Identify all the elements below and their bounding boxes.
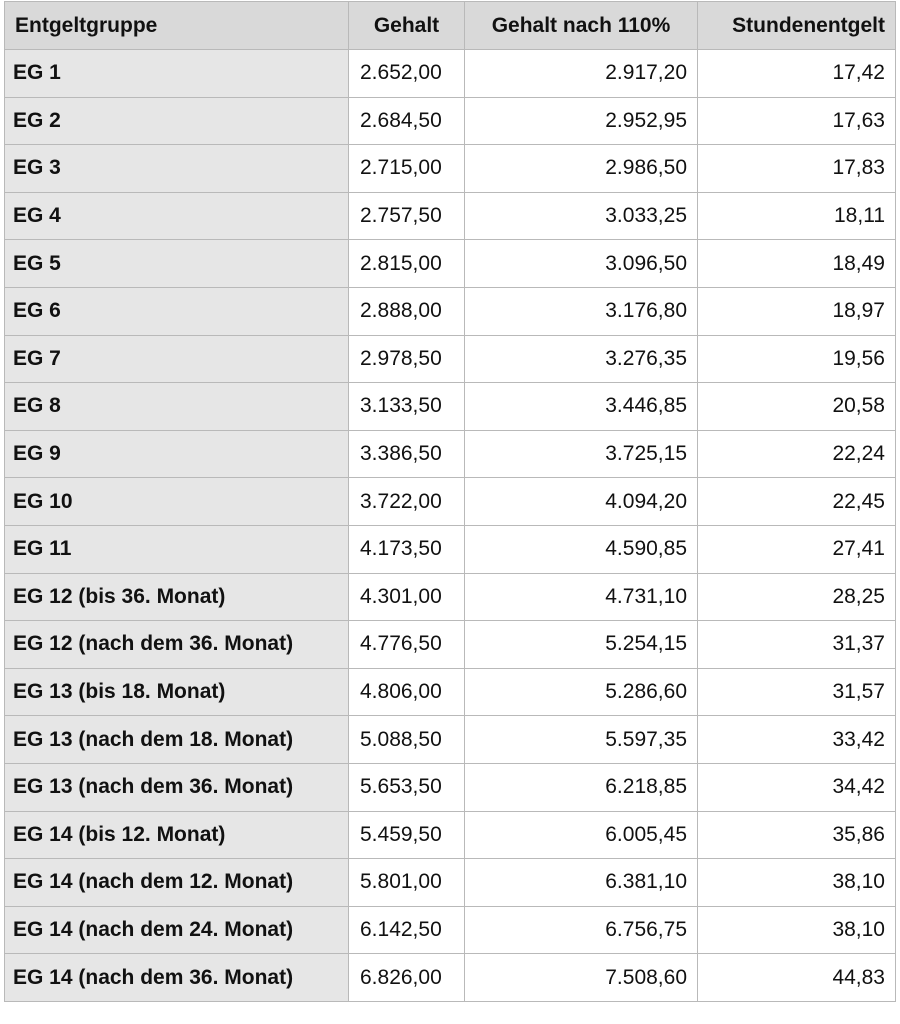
table-row	[5, 478, 896, 526]
header-stundenentgelt: Stundenentgelt	[698, 2, 896, 50]
cell-gehalt-110[interactable]: 2.986,50	[465, 145, 698, 193]
table-row	[5, 763, 896, 811]
cell-stundenentgelt[interactable]: 44,83	[698, 954, 896, 1002]
cell-gehalt[interactable]: 3.386,50	[349, 430, 465, 478]
header-row	[5, 2, 896, 50]
table-row	[5, 97, 896, 145]
cell-gehalt[interactable]: 6.826,00	[349, 954, 465, 1002]
cell-entgeltgruppe[interactable]: EG 7	[5, 335, 349, 383]
cell-entgeltgruppe[interactable]: EG 14 (nach dem 12. Monat)	[5, 859, 349, 907]
header-gehalt: Gehalt	[349, 2, 465, 50]
cell-stundenentgelt[interactable]: 22,24	[698, 430, 896, 478]
cell-entgeltgruppe[interactable]: EG 10	[5, 478, 349, 526]
cell-gehalt-110[interactable]: 3.276,35	[465, 335, 698, 383]
cell-stundenentgelt[interactable]: 31,37	[698, 621, 896, 669]
cell-gehalt-110[interactable]: 6.005,45	[465, 811, 698, 859]
cell-gehalt[interactable]: 4.806,00	[349, 668, 465, 716]
cell-gehalt[interactable]: 4.776,50	[349, 621, 465, 669]
cell-entgeltgruppe[interactable]: EG 3	[5, 145, 349, 193]
cell-gehalt[interactable]: 2.815,00	[349, 240, 465, 288]
table-row	[5, 50, 896, 98]
table-row	[5, 383, 896, 431]
cell-gehalt[interactable]: 4.301,00	[349, 573, 465, 621]
cell-stundenentgelt[interactable]: 17,42	[698, 50, 896, 98]
cell-gehalt-110[interactable]: 3.446,85	[465, 383, 698, 431]
cell-stundenentgelt[interactable]: 18,11	[698, 192, 896, 240]
cell-stundenentgelt[interactable]: 18,49	[698, 240, 896, 288]
cell-stundenentgelt[interactable]: 31,57	[698, 668, 896, 716]
cell-stundenentgelt[interactable]: 38,10	[698, 859, 896, 907]
cell-gehalt[interactable]: 2.715,00	[349, 145, 465, 193]
cell-gehalt[interactable]: 2.652,00	[349, 50, 465, 98]
table-row	[5, 287, 896, 335]
cell-stundenentgelt[interactable]: 19,56	[698, 335, 896, 383]
table-row	[5, 621, 896, 669]
cell-entgeltgruppe[interactable]: EG 12 (bis 36. Monat)	[5, 573, 349, 621]
cell-gehalt[interactable]: 3.133,50	[349, 383, 465, 431]
cell-gehalt-110[interactable]: 4.731,10	[465, 573, 698, 621]
cell-stundenentgelt[interactable]: 34,42	[698, 763, 896, 811]
header-entgeltgruppe: Entgeltgruppe	[5, 2, 349, 50]
cell-gehalt-110[interactable]: 3.176,80	[465, 287, 698, 335]
table-row	[5, 906, 896, 954]
table-row	[5, 573, 896, 621]
cell-entgeltgruppe[interactable]: EG 13 (bis 18. Monat)	[5, 668, 349, 716]
cell-entgeltgruppe[interactable]: EG 14 (nach dem 36. Monat)	[5, 954, 349, 1002]
cell-entgeltgruppe[interactable]: EG 1	[5, 50, 349, 98]
cell-gehalt-110[interactable]: 6.756,75	[465, 906, 698, 954]
cell-gehalt-110[interactable]: 4.590,85	[465, 525, 698, 573]
cell-gehalt-110[interactable]: 3.096,50	[465, 240, 698, 288]
cell-stundenentgelt[interactable]: 27,41	[698, 525, 896, 573]
cell-entgeltgruppe[interactable]: EG 8	[5, 383, 349, 431]
cell-gehalt-110[interactable]: 3.033,25	[465, 192, 698, 240]
cell-entgeltgruppe[interactable]: EG 11	[5, 525, 349, 573]
table-row	[5, 811, 896, 859]
table-row	[5, 859, 896, 907]
cell-gehalt[interactable]: 5.653,50	[349, 763, 465, 811]
cell-gehalt-110[interactable]: 6.218,85	[465, 763, 698, 811]
cell-gehalt[interactable]: 6.142,50	[349, 906, 465, 954]
cell-gehalt-110[interactable]: 2.917,20	[465, 50, 698, 98]
table-row	[5, 525, 896, 573]
cell-gehalt[interactable]: 5.801,00	[349, 859, 465, 907]
cell-gehalt-110[interactable]: 6.381,10	[465, 859, 698, 907]
cell-stundenentgelt[interactable]: 38,10	[698, 906, 896, 954]
cell-stundenentgelt[interactable]: 17,63	[698, 97, 896, 145]
cell-entgeltgruppe[interactable]: EG 12 (nach dem 36. Monat)	[5, 621, 349, 669]
cell-gehalt-110[interactable]: 3.725,15	[465, 430, 698, 478]
salary-table	[4, 1, 896, 1002]
table-row	[5, 668, 896, 716]
cell-entgeltgruppe[interactable]: EG 6	[5, 287, 349, 335]
cell-gehalt-110[interactable]: 5.286,60	[465, 668, 698, 716]
cell-gehalt[interactable]: 5.459,50	[349, 811, 465, 859]
cell-gehalt[interactable]: 2.684,50	[349, 97, 465, 145]
cell-gehalt-110[interactable]: 5.254,15	[465, 621, 698, 669]
table-row	[5, 145, 896, 193]
cell-gehalt-110[interactable]: 5.597,35	[465, 716, 698, 764]
cell-entgeltgruppe[interactable]: EG 5	[5, 240, 349, 288]
cell-entgeltgruppe[interactable]: EG 2	[5, 97, 349, 145]
cell-entgeltgruppe[interactable]: EG 9	[5, 430, 349, 478]
cell-gehalt-110[interactable]: 4.094,20	[465, 478, 698, 526]
table-row	[5, 240, 896, 288]
table-row	[5, 954, 896, 1002]
cell-gehalt[interactable]: 3.722,00	[349, 478, 465, 526]
table-row	[5, 335, 896, 383]
cell-gehalt[interactable]: 2.888,00	[349, 287, 465, 335]
cell-stundenentgelt[interactable]: 35,86	[698, 811, 896, 859]
cell-gehalt[interactable]: 5.088,50	[349, 716, 465, 764]
cell-gehalt[interactable]: 4.173,50	[349, 525, 465, 573]
cell-gehalt-110[interactable]: 7.508,60	[465, 954, 698, 1002]
cell-gehalt[interactable]: 2.757,50	[349, 192, 465, 240]
cell-entgeltgruppe[interactable]: EG 13 (nach dem 18. Monat)	[5, 716, 349, 764]
cell-gehalt-110[interactable]: 2.952,95	[465, 97, 698, 145]
table-row	[5, 430, 896, 478]
cell-stundenentgelt[interactable]: 33,42	[698, 716, 896, 764]
cell-entgeltgruppe[interactable]: EG 4	[5, 192, 349, 240]
cell-gehalt[interactable]: 2.978,50	[349, 335, 465, 383]
cell-stundenentgelt[interactable]: 18,97	[698, 287, 896, 335]
cell-stundenentgelt[interactable]: 17,83	[698, 145, 896, 193]
cell-stundenentgelt[interactable]: 28,25	[698, 573, 896, 621]
cell-entgeltgruppe[interactable]: EG 13 (nach dem 36. Monat)	[5, 763, 349, 811]
cell-entgeltgruppe[interactable]: EG 14 (bis 12. Monat)	[5, 811, 349, 859]
header-gehalt-110: Gehalt nach 110%	[465, 2, 698, 50]
cell-stundenentgelt[interactable]: 22,45	[698, 478, 896, 526]
cell-entgeltgruppe[interactable]: EG 14 (nach dem 24. Monat)	[5, 906, 349, 954]
cell-stundenentgelt[interactable]: 20,58	[698, 383, 896, 431]
table-row	[5, 716, 896, 764]
table-row	[5, 192, 896, 240]
